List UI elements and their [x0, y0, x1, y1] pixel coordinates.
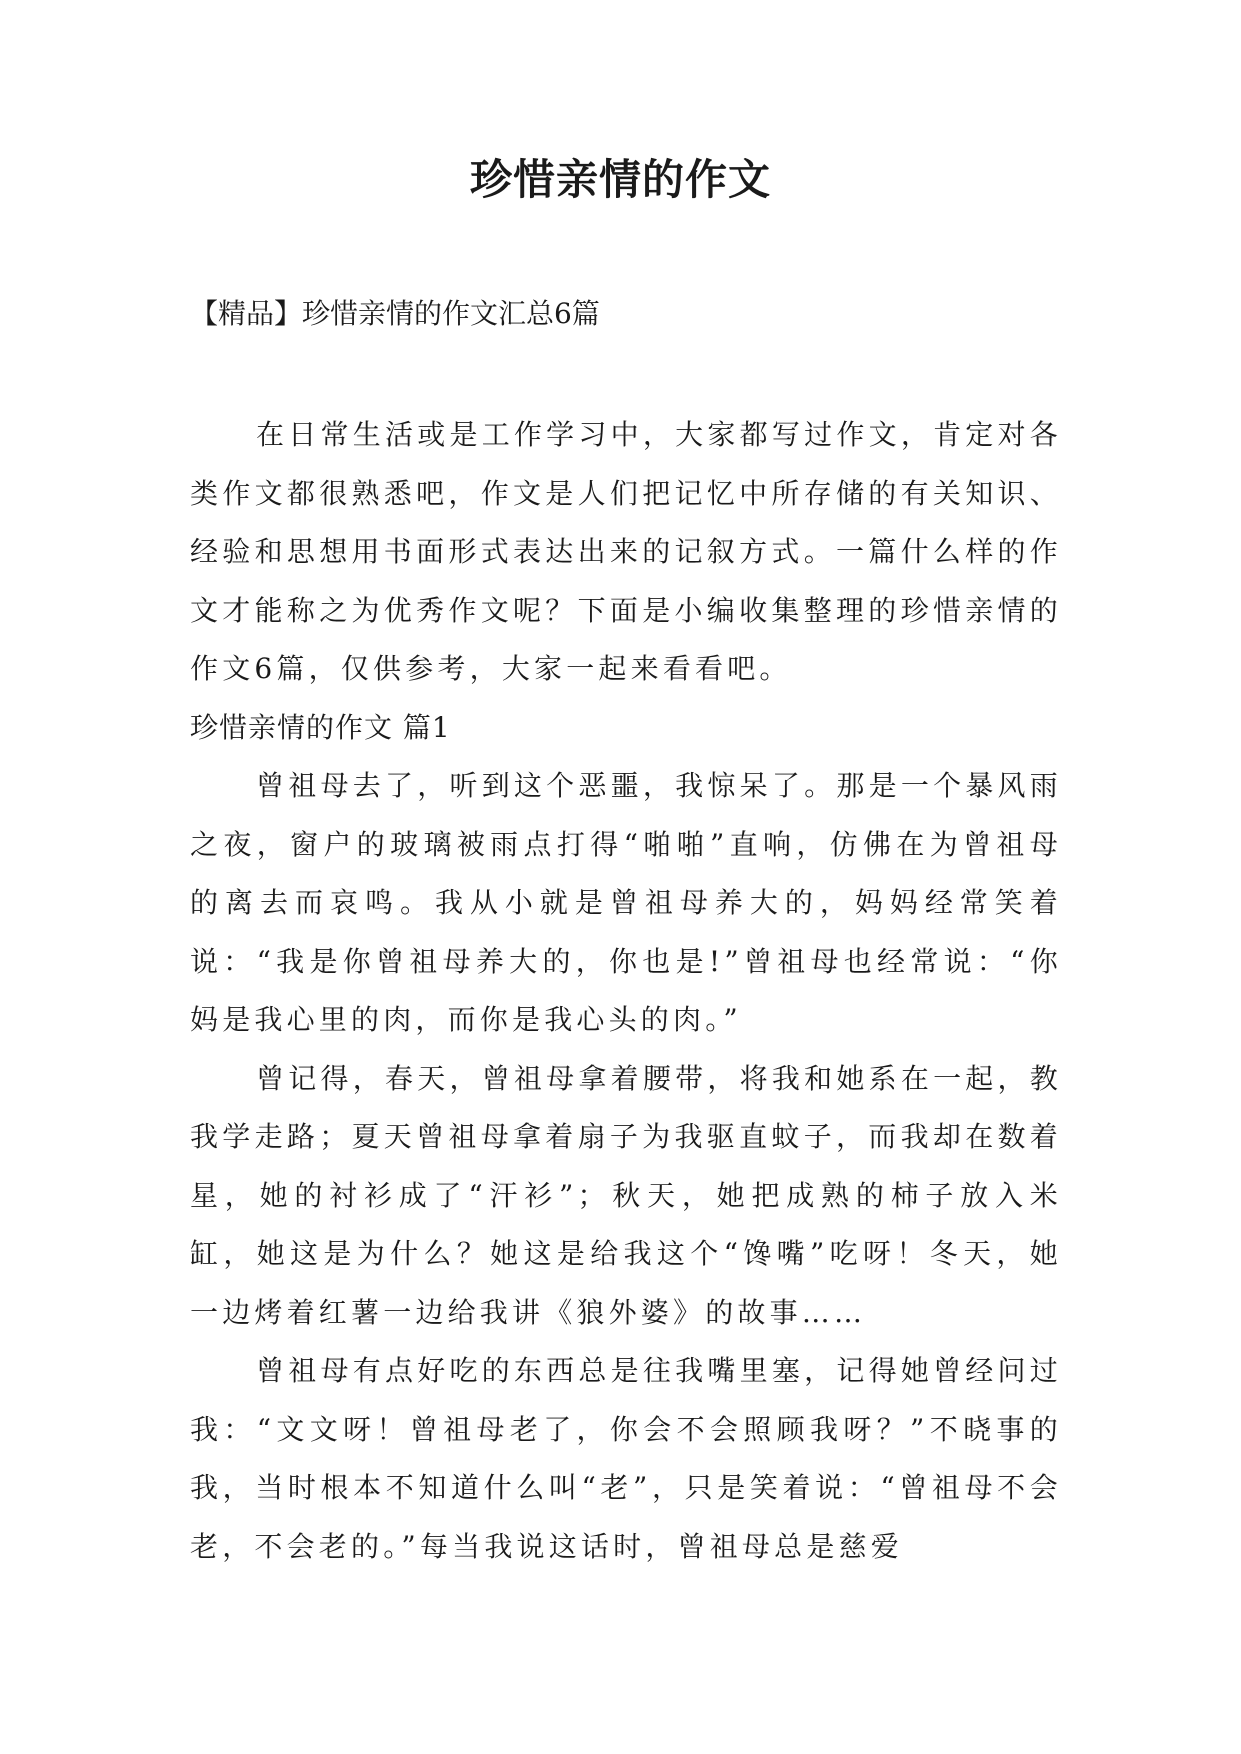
body-paragraph: 曾祖母去了，听到这个恶噩，我惊呆了。那是一个暴风雨之夜，窗户的玻璃被雨点打得“啪啪”直响，仿佛在为曾祖母的离去而哀鸣。我从小就是曾祖母养大的，妈妈经常笑着说：“我是你曾祖母养大的，你也是!”曾祖母也经常说：“你妈是我心里的肉，而你是我心头的肉。” [190, 769, 1062, 1036]
page-title: 珍惜亲情的作文 [469, 155, 771, 204]
body-paragraph: 曾记得，春天，曾祖母拿着腰带，将我和她系在一起，教我学走路；夏天曾祖母拿着扇子为我驱直蚊子，而我却在数着星，她的衬衫成了“汗衫”；秋天，她把成熟的柿子放入米缸，她这是为什么？她这是给我这个“馋嘴”吃呀！冬天，她一边烤着红薯一边给我讲《狼外婆》的故事…… [190, 1061, 1062, 1329]
intro-paragraph: 在日常生活或是工作学习中，大家都写过作文，肯定对各类作文都很熟悉吧，作文是人们把记忆中所存储的有关知识、经验和思想用书面形式表达出来的记叙方式。一篇什么样的作文才能称之为优秀作文呢？下面是小编收集整理的珍惜亲情的作文6篇，仅供参考，大家一起来看看吧。 [190, 418, 1062, 685]
section-heading: 珍惜亲情的作文 篇1 [190, 710, 451, 744]
document-body [190, 406, 1062, 1576]
document-subtitle: 【精品】珍惜亲情的作文汇总6篇 [190, 297, 600, 330]
body-paragraph: 曾祖母有点好吃的东西总是往我嘴里塞，记得她曾经问过我：“文文呀！曾祖母老了，你会不会照顾我呀？”不晓事的我，当时根本不知道什么叫“老”，只是笑着说：“曾祖母不会老，不会老的。”每当我说这话时，曾祖母总是慈爱 [190, 1354, 1062, 1563]
